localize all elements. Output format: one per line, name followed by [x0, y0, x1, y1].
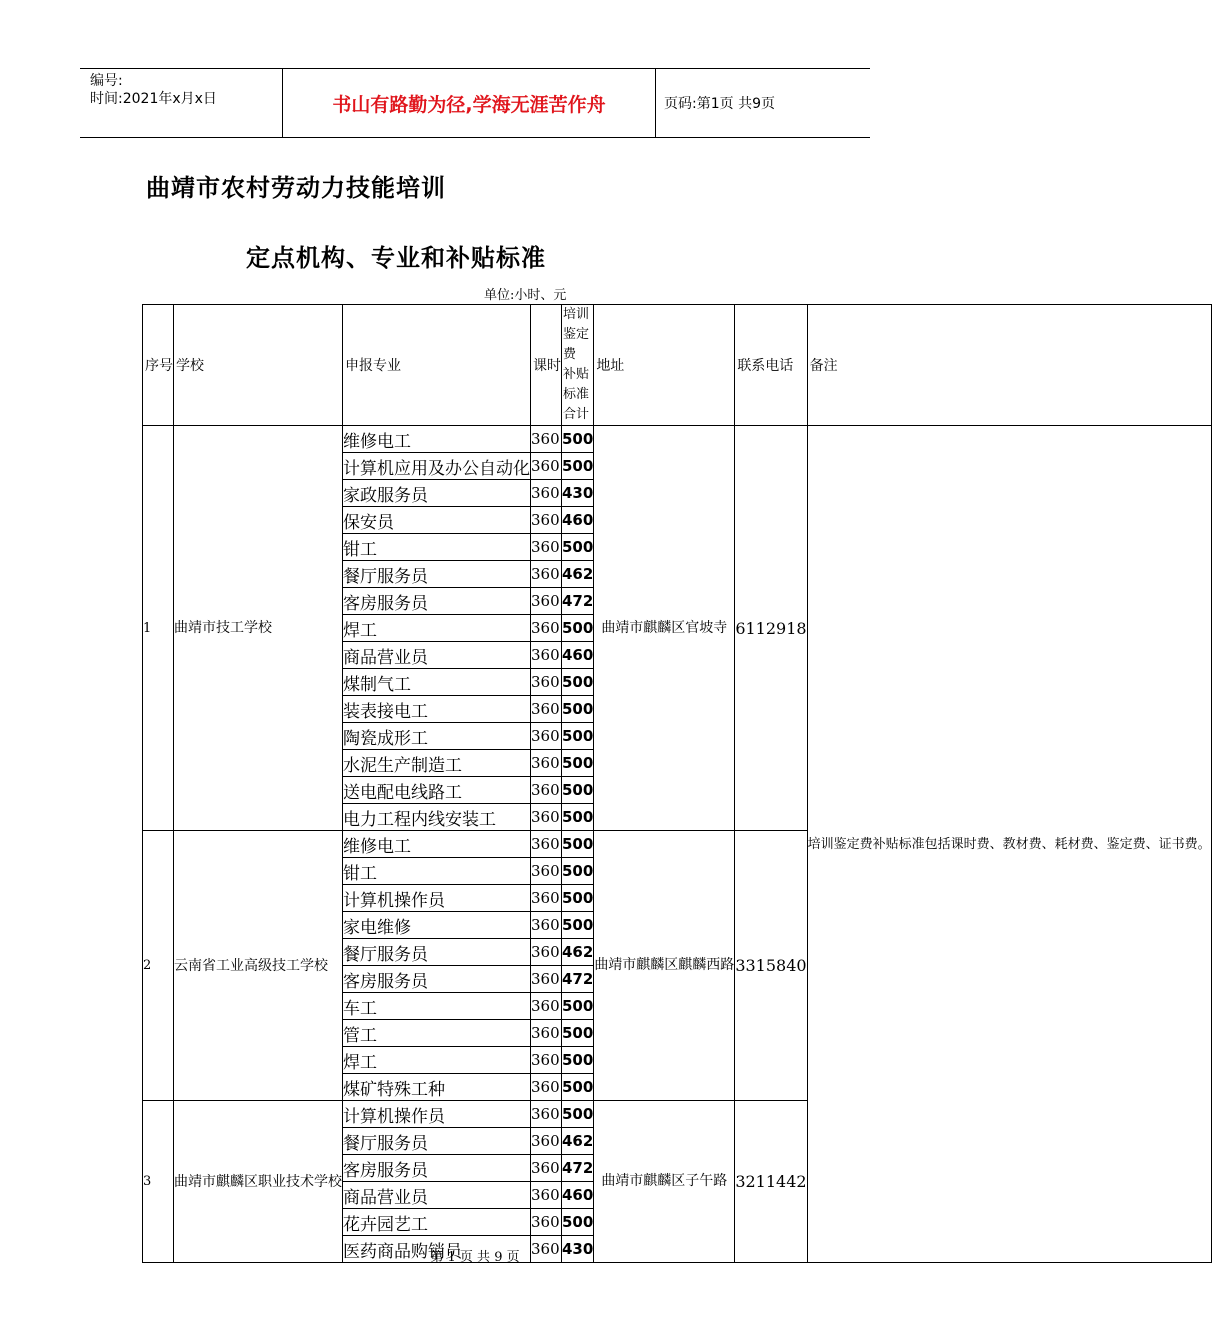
subsidy-table [142, 304, 1212, 1263]
fee-cell: 500 [562, 912, 594, 939]
column-header-school: 学校 [174, 305, 343, 426]
fee-cell: 460 [562, 1182, 594, 1209]
fee-cell: 500 [562, 615, 594, 642]
motto: 书山有路勤为径,学海无涯苦作舟 [282, 69, 656, 137]
hours-cell: 360 [531, 831, 562, 858]
school-name: 曲靖市麒麟区职业技术学校 [174, 1101, 343, 1263]
fee-cell: 500 [562, 1047, 594, 1074]
school-index: 1 [143, 426, 174, 831]
unit-label: 单位:小时、元 [484, 288, 567, 303]
hours-cell: 360 [531, 1182, 562, 1209]
fee-cell: 500 [562, 453, 594, 480]
fee-cell: 500 [562, 1074, 594, 1101]
fee-cell: 472 [562, 966, 594, 993]
specialty-cell: 餐厅服务员 [343, 939, 531, 966]
specialty-cell: 花卉园艺工 [343, 1209, 531, 1236]
column-header-fee [562, 305, 594, 426]
specialty-cell: 计算机操作员 [343, 885, 531, 912]
fee-cell: 500 [562, 1020, 594, 1047]
specialty-cell: 餐厅服务员 [343, 561, 531, 588]
hours-cell: 360 [531, 1155, 562, 1182]
fee-cell: 500 [562, 669, 594, 696]
address-cell: 曲靖市麒麟区官坡寺 [594, 426, 735, 831]
hours-cell: 360 [531, 669, 562, 696]
school-index: 2 [143, 831, 174, 1101]
hours-cell: 360 [531, 804, 562, 831]
specialty-cell: 车工 [343, 993, 531, 1020]
fee-cell: 500 [562, 1101, 594, 1128]
number-label: 编号: [90, 73, 123, 89]
fee-cell: 500 [562, 426, 594, 453]
hours-cell: 360 [531, 534, 562, 561]
hours-cell: 360 [531, 1020, 562, 1047]
hours-cell: 360 [531, 1236, 562, 1263]
hours-cell: 360 [531, 588, 562, 615]
specialty-cell: 焊工 [343, 615, 531, 642]
fee-header-line1: 培训鉴定费 [563, 307, 590, 362]
fee-cell: 500 [562, 750, 594, 777]
fee-cell: 500 [562, 858, 594, 885]
fee-cell: 460 [562, 642, 594, 669]
hours-cell: 360 [531, 750, 562, 777]
note-cell: 培训鉴定费补贴标准包括课时费、教材费、耗材费、鉴定费、证书费。 [807, 426, 1211, 1263]
page-label: 页码:第1页 共9页 [664, 96, 775, 112]
specialty-cell: 客房服务员 [343, 966, 531, 993]
specialty-cell: 客房服务员 [343, 588, 531, 615]
hours-cell: 360 [531, 426, 562, 453]
hours-cell: 360 [531, 1101, 562, 1128]
hours-cell: 360 [531, 777, 562, 804]
hours-cell: 360 [531, 966, 562, 993]
document-title-line2: 定点机构、专业和补贴标准 [246, 244, 546, 272]
specialty-cell: 客房服务员 [343, 1155, 531, 1182]
specialty-cell: 管工 [343, 1020, 531, 1047]
fee-cell: 460 [562, 507, 594, 534]
hours-cell: 360 [531, 1209, 562, 1236]
specialty-cell: 商品营业员 [343, 1182, 531, 1209]
fee-cell: 500 [562, 804, 594, 831]
fee-cell: 500 [562, 696, 594, 723]
fee-cell: 500 [562, 993, 594, 1020]
hours-cell: 360 [531, 885, 562, 912]
hours-cell: 360 [531, 723, 562, 750]
specialty-cell: 钳工 [343, 858, 531, 885]
phone-cell: 3211442 [735, 1101, 807, 1263]
specialty-cell: 焊工 [343, 1047, 531, 1074]
document-title-line1: 曲靖市农村劳动力技能培训 [146, 174, 446, 202]
address-cell: 曲靖市麒麟区麒麟西路 [594, 831, 735, 1101]
column-header-phone: 联系电话 [735, 305, 807, 426]
phone-cell: 6112918 [735, 426, 807, 831]
hours-cell: 360 [531, 696, 562, 723]
fee-cell: 472 [562, 588, 594, 615]
fee-cell: 500 [562, 534, 594, 561]
hours-cell: 360 [531, 1128, 562, 1155]
specialty-cell: 水泥生产制造工 [343, 750, 531, 777]
specialty-cell: 家政服务员 [343, 480, 531, 507]
column-header-hours: 课时 [531, 305, 562, 426]
fee-cell: 500 [562, 777, 594, 804]
phone-cell: 3315840 [735, 831, 807, 1101]
hours-cell: 360 [531, 480, 562, 507]
fee-cell: 472 [562, 1155, 594, 1182]
specialty-cell: 电力工程内线安装工 [343, 804, 531, 831]
hours-cell: 360 [531, 561, 562, 588]
column-header-address: 地址 [594, 305, 735, 426]
hours-cell: 360 [531, 615, 562, 642]
specialty-cell: 维修电工 [343, 426, 531, 453]
hours-cell: 360 [531, 453, 562, 480]
page-footer: 第 1 页 共 9 页 [430, 1250, 520, 1265]
specialty-cell: 装表接电工 [343, 696, 531, 723]
hours-cell: 360 [531, 939, 562, 966]
hours-cell: 360 [531, 507, 562, 534]
time-label: 时间:2021年x月x日 [90, 91, 217, 107]
header-left [90, 72, 217, 108]
fee-cell: 430 [562, 1236, 594, 1263]
specialty-cell: 煤制气工 [343, 669, 531, 696]
hours-cell: 360 [531, 912, 562, 939]
column-header-note: 备注 [807, 305, 1211, 426]
specialty-cell: 送电配电线路工 [343, 777, 531, 804]
hours-cell: 360 [531, 858, 562, 885]
fee-cell: 500 [562, 1209, 594, 1236]
fee-header-line2: 补贴标准合计 [563, 367, 590, 422]
table-row [143, 426, 1212, 453]
fee-cell: 462 [562, 561, 594, 588]
table-header-row [143, 305, 1212, 426]
specialty-cell: 家电维修 [343, 912, 531, 939]
specialty-cell: 计算机操作员 [343, 1101, 531, 1128]
hours-cell: 360 [531, 1047, 562, 1074]
school-name: 云南省工业高级技工学校 [174, 831, 343, 1101]
fee-cell: 462 [562, 1128, 594, 1155]
fee-cell: 500 [562, 885, 594, 912]
fee-cell: 500 [562, 831, 594, 858]
specialty-cell: 煤矿特殊工种 [343, 1074, 531, 1101]
specialty-cell: 餐厅服务员 [343, 1128, 531, 1155]
hours-cell: 360 [531, 642, 562, 669]
page-header [80, 68, 870, 138]
specialty-cell: 维修电工 [343, 831, 531, 858]
column-header-index: 序号 [143, 305, 174, 426]
specialty-cell: 钳工 [343, 534, 531, 561]
fee-cell: 430 [562, 480, 594, 507]
fee-cell: 500 [562, 723, 594, 750]
specialty-cell: 保安员 [343, 507, 531, 534]
specialty-cell: 陶瓷成形工 [343, 723, 531, 750]
school-index: 3 [143, 1101, 174, 1263]
hours-cell: 360 [531, 993, 562, 1020]
specialty-cell: 计算机应用及办公自动化 [343, 453, 531, 480]
specialty-cell: 医药商品购销员 [343, 1236, 531, 1263]
school-name: 曲靖市技工学校 [174, 426, 343, 831]
fee-cell: 462 [562, 939, 594, 966]
address-cell: 曲靖市麒麟区子午路 [594, 1101, 735, 1263]
column-header-specialty: 申报专业 [343, 305, 531, 426]
hours-cell: 360 [531, 1074, 562, 1101]
specialty-cell: 商品营业员 [343, 642, 531, 669]
